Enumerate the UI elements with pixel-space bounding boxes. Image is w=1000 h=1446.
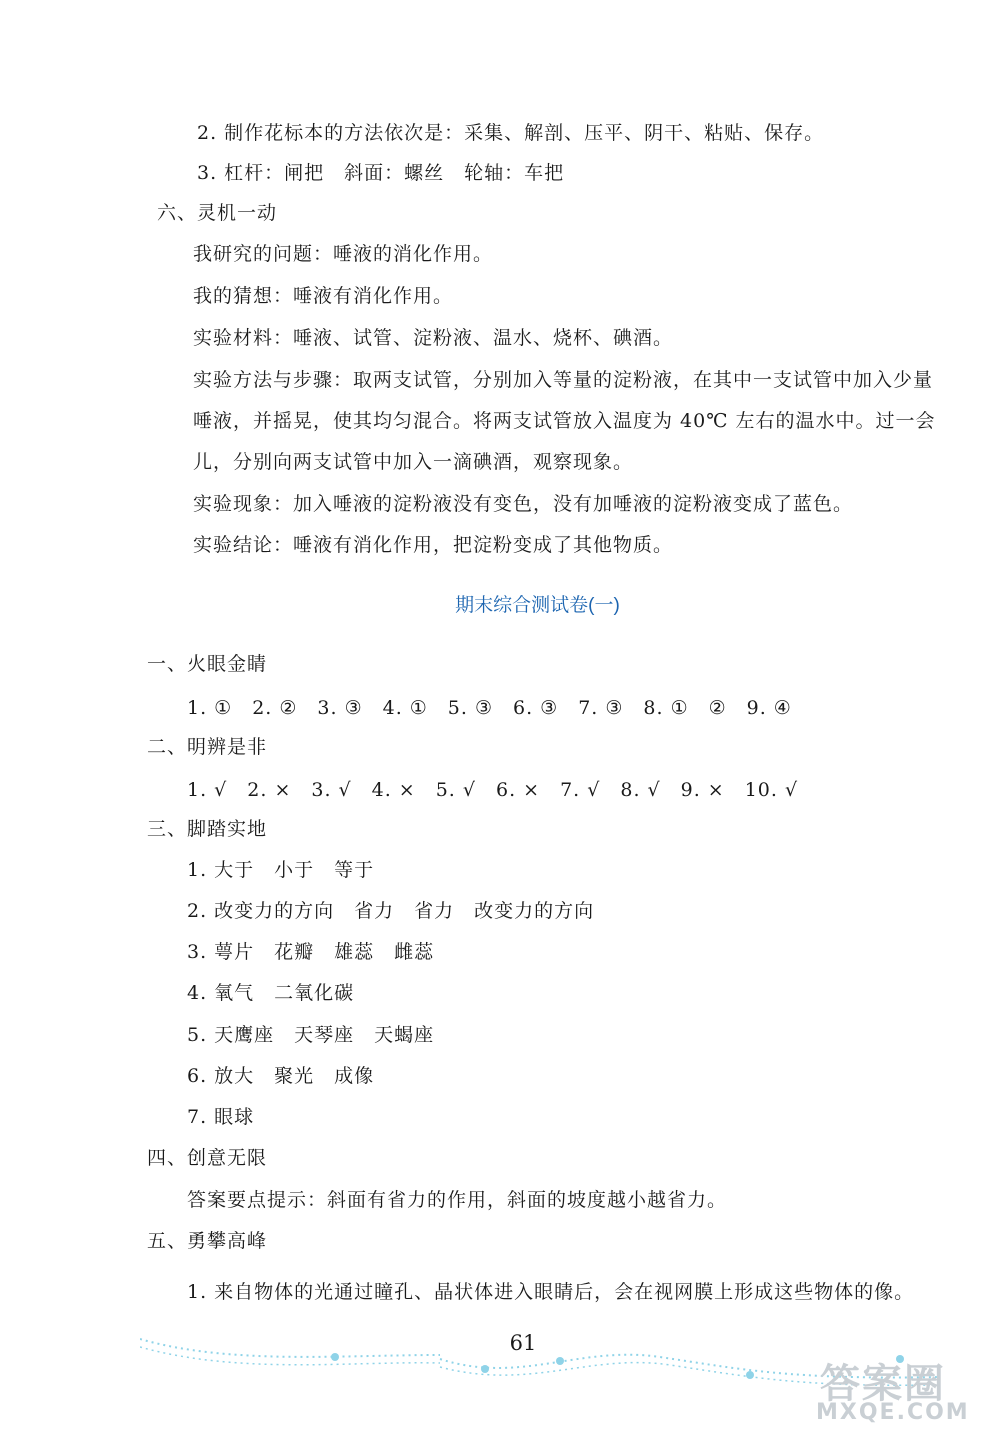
method-line-1: 实验方法与步骤：取两支试管，分别加入等量的淀粉液，在其中一支试管中加入少量: [193, 369, 934, 391]
part-3-item-5: 5. 天鹰座 天琴座 天蝎座: [187, 1024, 435, 1046]
part-5-title: 五、勇攀高峰: [147, 1230, 268, 1252]
method-line-2: 唾液，并摇晃，使其均匀混合。将两支试管放入温度为 40℃ 左右的温水中。过一会: [193, 410, 936, 432]
watermark-domain: MXQE.COM: [816, 1400, 970, 1425]
page-number: 61: [509, 1331, 537, 1355]
part-4-text: 答案要点提示：斜面有省力的作用，斜面的坡度越小越省力。: [187, 1189, 728, 1211]
exam-title: 期末综合测试卷(一): [455, 595, 620, 616]
site-watermark: [790, 1352, 980, 1432]
part-3-item-3: 3. 萼片 花瓣 雄蕊 雌蕊: [187, 941, 435, 963]
section-6-title: 六、灵机一动: [157, 202, 278, 224]
answer-3-simple-machines: 3. 杠杆：闸把 斜面：螺丝 轮轴：车把: [197, 162, 565, 184]
answer-2-flower-specimen: 2. 制作花标本的方法依次是：采集、解剖、压平、阴干、粘贴、保存。: [197, 122, 825, 144]
part-1-title: 一、火眼金睛: [147, 653, 268, 675]
hypothesis: 我的猜想：唾液有消化作用。: [193, 285, 454, 307]
part-3-title: 三、脚踏实地: [147, 818, 268, 840]
watermark-logo-text: 答案圈: [820, 1361, 946, 1407]
part-5-item-1: 1. 来自物体的光通过瞳孔、晶状体进入眼睛后，会在视网膜上形成这些物体的像。: [187, 1281, 915, 1303]
method-line-3: 儿，分别向两支试管中加入一滴碘酒，观察现象。: [193, 451, 634, 473]
part-3-item-1: 1. 大于 小于 等于: [187, 859, 375, 881]
materials: 实验材料：唾液、试管、淀粉液、温水、烧杯、碘酒。: [193, 327, 674, 349]
part-2-title: 二、明辨是非: [147, 736, 268, 758]
part-3-item-7: 7. 眼球: [187, 1106, 255, 1128]
part-3-item-4: 4. 氧气 二氧化碳: [187, 982, 355, 1004]
part-3-item-6: 6. 放大 聚光 成像: [187, 1065, 375, 1087]
part-3-item-2: 2. 改变力的方向 省力 省力 改变力的方向: [187, 900, 595, 922]
part-2-answers: 1. √ 2. × 3. √ 4. × 5. √ 6. × 7. √ 8. √ 9. × 10. √: [187, 779, 799, 801]
part-4-title: 四、创意无限: [147, 1147, 268, 1169]
research-question: 我研究的问题：唾液的消化作用。: [193, 243, 494, 265]
phenomenon: 实验现象：加入唾液的淀粉液没有变色，没有加唾液的淀粉液变成了蓝色。: [193, 493, 854, 515]
part-1-answers: 1. ① 2. ② 3. ③ 4. ① 5. ③ 6. ③ 7. ③ 8. ① ② 9. ④: [187, 697, 792, 719]
conclusion: 实验结论：唾液有消化作用，把淀粉变成了其他物质。: [193, 534, 674, 556]
